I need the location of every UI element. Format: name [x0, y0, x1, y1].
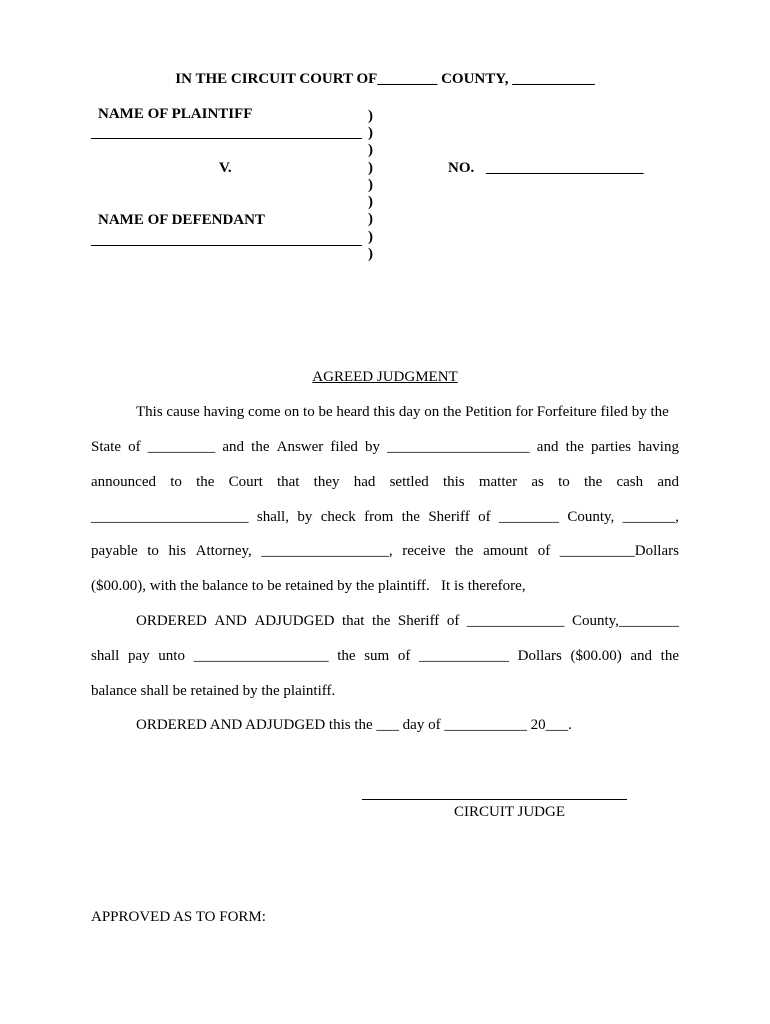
- word: State: [91, 439, 121, 455]
- caption-paren: ): [368, 177, 373, 193]
- para1-line2: [91, 439, 679, 456]
- word: to: [170, 474, 182, 490]
- word: _____________________: [91, 509, 249, 525]
- defendant-label: NAME OF DEFENDANT: [98, 212, 265, 228]
- caption-paren: ): [368, 211, 373, 227]
- para2-line2: [91, 648, 679, 665]
- case-number-blank: _____________________: [486, 160, 644, 176]
- word: unto: [158, 648, 185, 664]
- para2-line1: [136, 613, 679, 630]
- word: ____________: [419, 648, 510, 664]
- word: of: [537, 543, 551, 559]
- word: his: [168, 543, 187, 559]
- caption-paren: ): [368, 194, 373, 210]
- versus-label: V.: [219, 160, 232, 176]
- judge-signature-line: [362, 799, 627, 800]
- word: ________: [498, 509, 559, 525]
- word: of: [397, 648, 411, 664]
- word: the: [455, 543, 474, 559]
- word: AND: [214, 613, 247, 629]
- court-heading: IN THE CIRCUIT COURT OF________ COUNTY, ___________: [175, 71, 595, 87]
- word: of: [446, 613, 460, 629]
- para1-line3: [91, 474, 679, 491]
- word: the: [372, 613, 391, 629]
- word: _________: [147, 439, 216, 455]
- word: that: [341, 613, 365, 629]
- word: to: [558, 474, 570, 490]
- word: receive: [402, 543, 446, 559]
- caption-paren: ): [368, 246, 373, 262]
- caption-paren: ): [368, 142, 373, 158]
- word: settled: [389, 474, 429, 490]
- judge-label: CIRCUIT JUDGE: [454, 804, 565, 820]
- word: _____________: [466, 613, 565, 629]
- word: Sheriff: [397, 613, 440, 629]
- word: ORDERED: [136, 613, 207, 629]
- word: the: [196, 474, 215, 490]
- word: _______,: [622, 509, 679, 525]
- word: the: [660, 648, 679, 664]
- word: pay: [127, 648, 150, 664]
- para3-line: ORDERED AND ADJUDGED this the ___ day of ___________ 20___.: [136, 717, 572, 733]
- para1-line4: [91, 509, 679, 526]
- caption-paren: ): [368, 108, 373, 124]
- word: announced: [91, 474, 156, 490]
- para1-line1: This cause having come on to be heard this day on the Petition for Forfeiture filed by the: [136, 404, 669, 420]
- word: _________________,: [261, 543, 393, 559]
- word: County,________: [571, 613, 679, 629]
- plaintiff-signature-line: [91, 138, 362, 139]
- word: this: [442, 474, 465, 490]
- word: __________Dollars: [559, 543, 679, 559]
- para1-line5: [91, 543, 679, 560]
- word: Sheriff: [428, 509, 470, 525]
- word: the: [337, 648, 356, 664]
- word: sum: [364, 648, 390, 664]
- word: matter: [478, 474, 518, 490]
- word: parties: [591, 439, 632, 455]
- caption-paren: ): [368, 125, 373, 141]
- word: __________________: [193, 648, 329, 664]
- word: by: [297, 509, 313, 525]
- approved-as-to-form: APPROVED AS TO FORM:: [91, 909, 266, 925]
- word: shall,: [256, 509, 289, 525]
- para1-line6: ($00.00), with the balance to be retained by the plaintiff. It is therefore,: [91, 578, 526, 594]
- word: of: [128, 439, 141, 455]
- plaintiff-label: NAME OF PLAINTIFF: [98, 106, 253, 122]
- word: Attorney,: [195, 543, 252, 559]
- word: ($00.00): [570, 648, 622, 664]
- word: having: [638, 439, 679, 455]
- word: the: [565, 439, 584, 455]
- word: cash: [616, 474, 644, 490]
- caption-paren: ): [368, 160, 373, 176]
- word: the: [251, 439, 270, 455]
- word: by: [365, 439, 381, 455]
- word: as: [531, 474, 544, 490]
- caption-paren: ): [368, 229, 373, 245]
- word: County,: [567, 509, 615, 525]
- word: Court: [228, 474, 263, 490]
- case-number-label: NO.: [448, 160, 475, 176]
- word: shall: [91, 648, 120, 664]
- word: filed: [330, 439, 358, 455]
- word: and: [536, 439, 559, 455]
- word: the: [401, 509, 420, 525]
- word: Answer: [276, 439, 324, 455]
- word: ADJUDGED: [254, 613, 335, 629]
- word: they: [313, 474, 340, 490]
- word: of: [478, 509, 491, 525]
- document-title: AGREED JUDGMENT: [312, 369, 458, 385]
- word: had: [353, 474, 376, 490]
- word: the: [583, 474, 603, 490]
- word: that: [276, 474, 300, 490]
- word: and: [630, 648, 653, 664]
- word: payable: [91, 543, 138, 559]
- word: amount: [483, 543, 529, 559]
- word: and: [657, 474, 679, 490]
- word: ___________________: [387, 439, 530, 455]
- para2-line3: balance shall be retained by the plaintiff.: [91, 683, 336, 699]
- word: check: [320, 509, 356, 525]
- defendant-signature-line: [91, 245, 362, 246]
- word: and: [222, 439, 245, 455]
- word: Dollars: [517, 648, 562, 664]
- word: to: [147, 543, 159, 559]
- word: from: [364, 509, 394, 525]
